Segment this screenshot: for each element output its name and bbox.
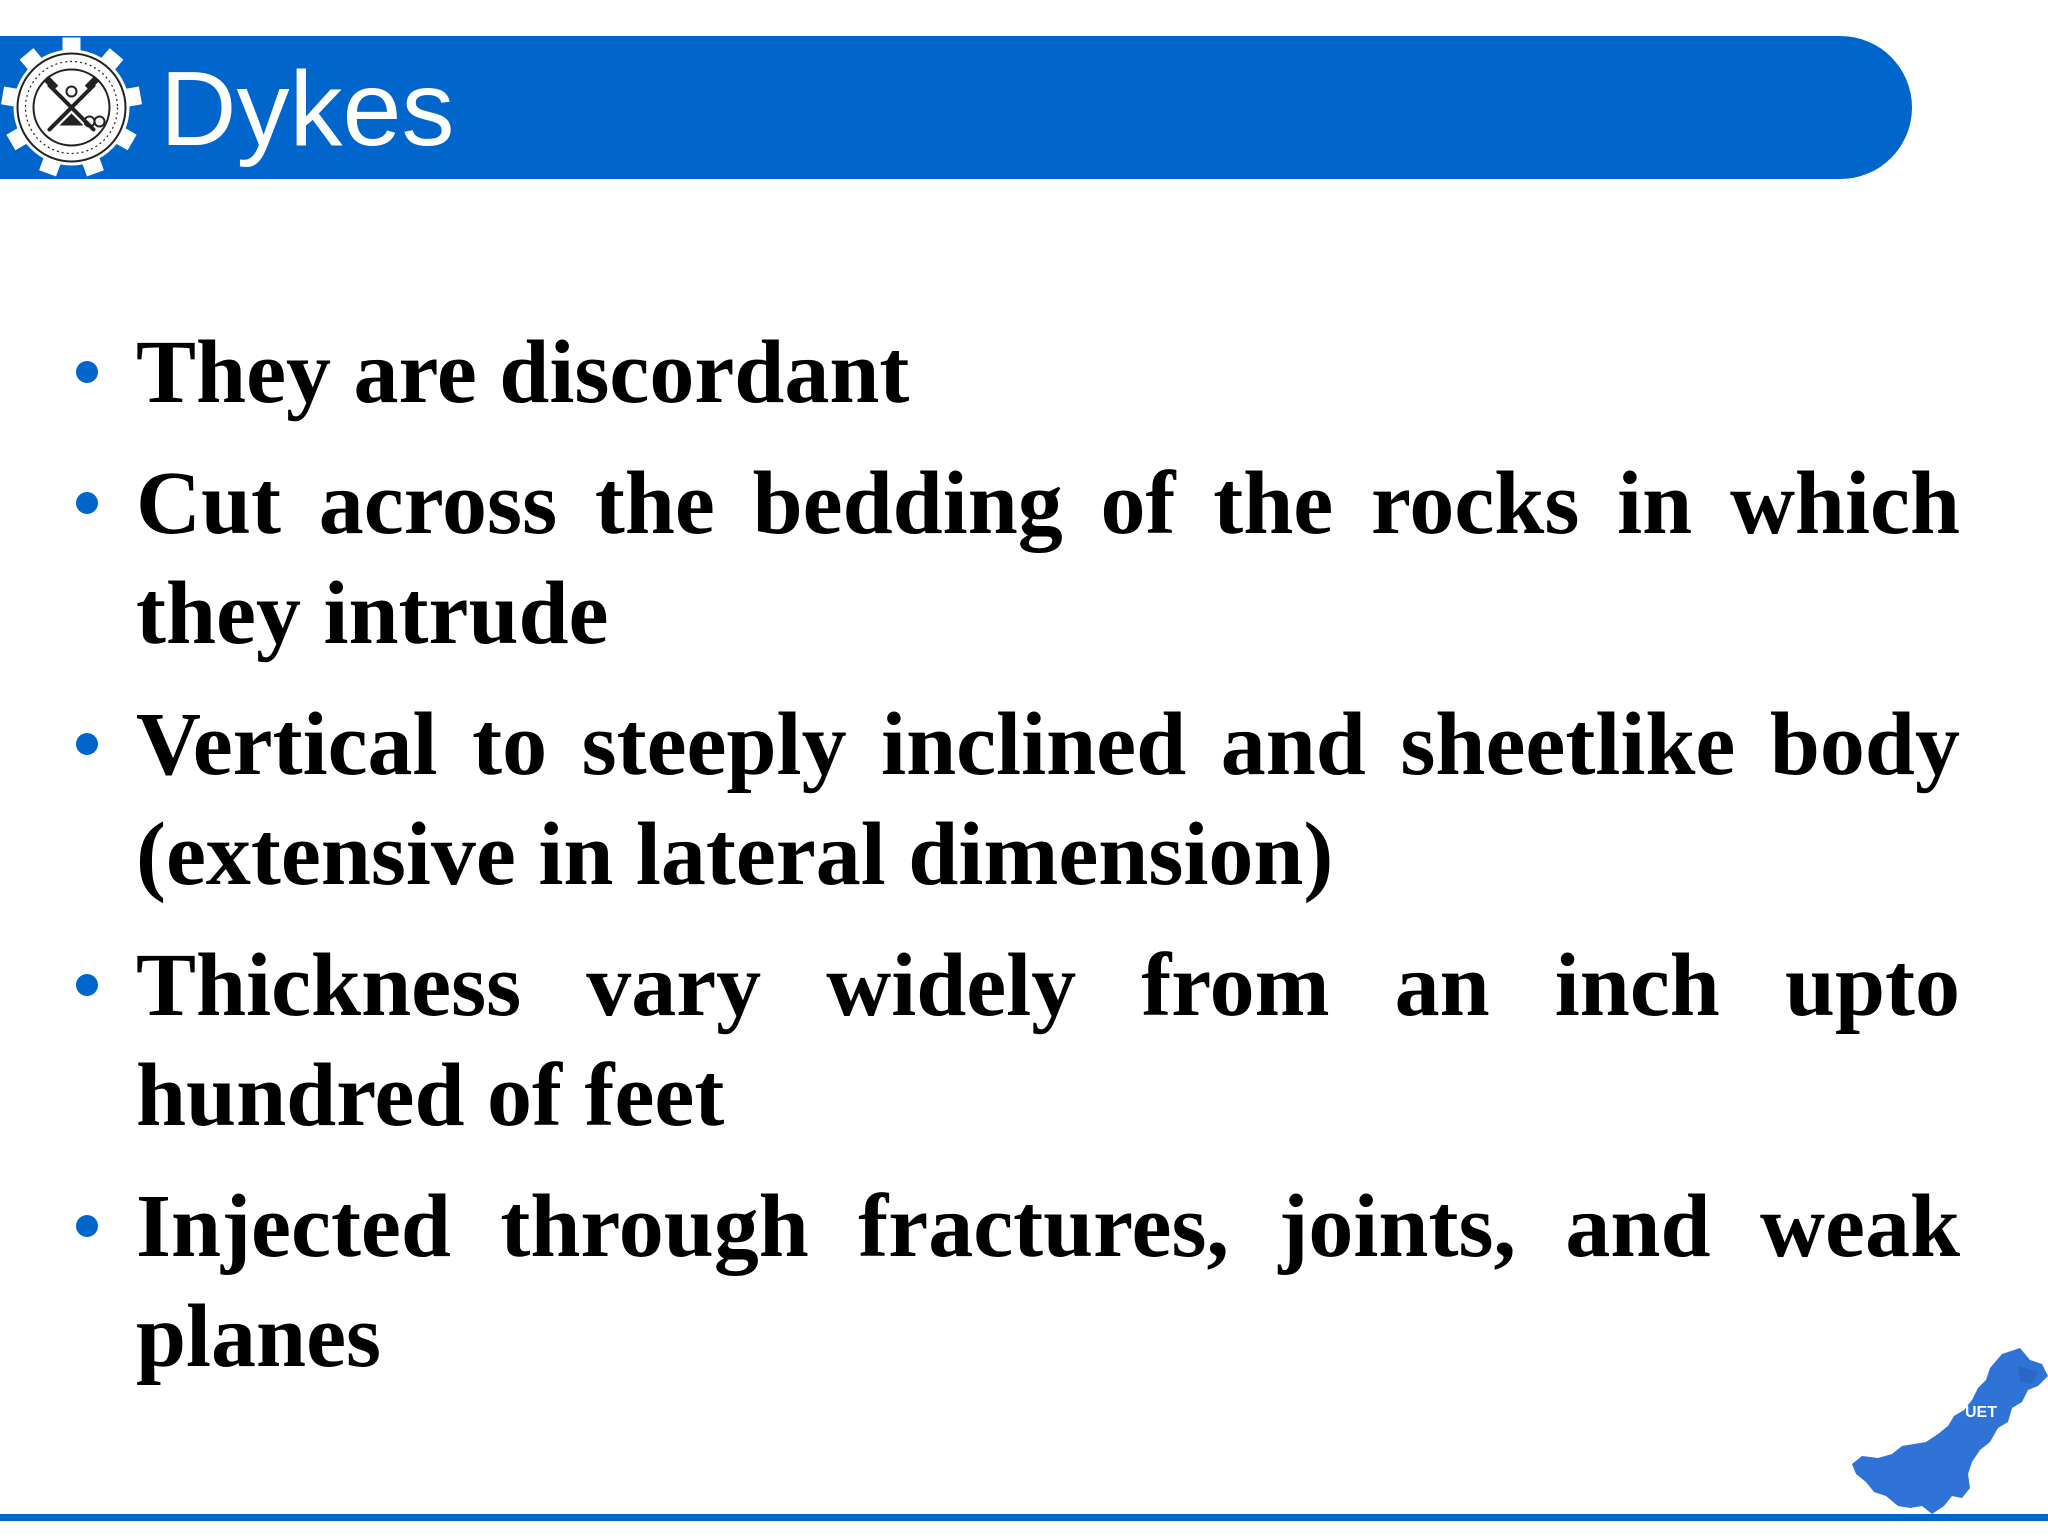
bullet-item	[70, 931, 1960, 1151]
bullet-text: They are discordant	[136, 323, 910, 422]
bullet-item	[70, 318, 1960, 428]
bullet-text: Cut across the bedding of the rocks in which they intrude	[136, 454, 1960, 663]
bullet-icon	[76, 492, 98, 514]
bullet-item	[70, 449, 1960, 669]
map-label: UET	[1965, 1404, 1997, 1421]
slide-title: Dykes	[160, 50, 455, 168]
bottom-rule	[0, 1514, 2048, 1521]
bullet-text: Thickness vary widely from an inch upto hundred of feet	[136, 936, 1960, 1145]
bullet-text: Vertical to steeply inclined and sheetlike body (extensive in lateral dimension)	[136, 695, 1960, 904]
bullet-item	[70, 1172, 1960, 1392]
bullet-text: Injected through fractures, joints, and weak planes	[136, 1177, 1960, 1386]
department-logo-icon	[0, 36, 143, 179]
pakistan-map-icon	[1852, 1346, 2048, 1516]
bullet-icon	[76, 1215, 98, 1237]
bullet-icon	[76, 733, 98, 755]
bullet-item	[70, 690, 1960, 910]
bullet-list	[70, 318, 1960, 1413]
bullet-icon	[76, 974, 98, 996]
bullet-icon	[76, 361, 98, 383]
